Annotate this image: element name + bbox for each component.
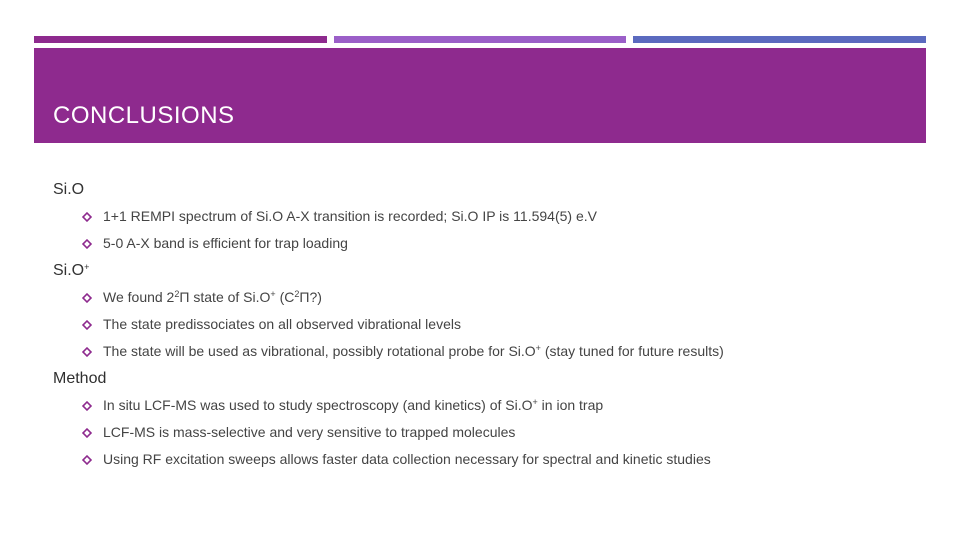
section-heading: Si.O <box>53 181 85 198</box>
hollow-diamond-icon <box>82 320 92 330</box>
bullet-text <box>103 343 724 359</box>
accent-bar-blue <box>633 36 926 43</box>
bullet-text <box>103 289 322 305</box>
list-item <box>53 284 933 311</box>
hollow-diamond-icon <box>82 212 92 222</box>
bullet-list <box>53 284 933 365</box>
bullet-text <box>103 397 603 413</box>
superscript: + <box>535 343 541 353</box>
text-run: Π?) <box>299 289 322 305</box>
list-item <box>53 446 933 473</box>
hollow-diamond-icon <box>82 455 92 465</box>
bullet-list <box>53 203 933 257</box>
list-item <box>53 338 933 365</box>
hollow-diamond-icon <box>82 347 92 357</box>
hollow-diamond-icon <box>82 239 92 249</box>
list-item <box>53 230 933 257</box>
bullet-text: The state predissociates on all observed vibrational levels <box>103 316 461 332</box>
superscript: + <box>270 289 276 299</box>
list-item <box>53 392 933 419</box>
bullet-list <box>53 392 933 473</box>
heading-superscript: + <box>84 262 90 272</box>
text-run: We found 2 <box>103 289 175 305</box>
section-method <box>53 365 933 473</box>
bullet-text: 1+1 REMPI spectrum of Si.O A-X transition is recorded; Si.O IP is 11.594(5) e.V <box>103 208 597 224</box>
text-run: in ion trap <box>537 397 604 413</box>
hollow-diamond-icon <box>82 428 92 438</box>
bullet-text: Using RF excitation sweeps allows faster data collection necessary for spectral and kinetic studies <box>103 451 711 467</box>
slide-body <box>53 176 933 473</box>
accent-bar-purple <box>34 36 327 43</box>
hollow-diamond-icon <box>82 401 92 411</box>
text-run: (C <box>275 289 295 305</box>
superscript: 2 <box>294 289 300 299</box>
text-run: Π state of Si.O <box>179 289 271 305</box>
section-sio <box>53 176 933 257</box>
superscript: + <box>532 397 538 407</box>
section-heading: Method <box>53 370 107 387</box>
text-run: (stay tuned for future results) <box>540 343 724 359</box>
list-item <box>53 311 933 338</box>
section-heading <box>53 257 933 284</box>
section-sio-plus <box>53 257 933 365</box>
heading-text: Si.O <box>53 262 85 279</box>
hollow-diamond-icon <box>82 293 92 303</box>
list-item <box>53 203 933 230</box>
text-run: In situ LCF-MS was used to study spectroscopy (and kinetics) of Si.O <box>103 397 533 413</box>
accent-bar-lavender <box>334 36 626 43</box>
text-run: The state will be used as vibrational, possibly rotational probe for Si.O <box>103 343 536 359</box>
bullet-text: LCF-MS is mass-selective and very sensitive to trapped molecules <box>103 424 516 440</box>
title-band <box>34 48 926 143</box>
list-item <box>53 419 933 446</box>
bullet-text: 5-0 A-X band is efficient for trap loading <box>103 235 348 251</box>
superscript: 2 <box>174 289 180 299</box>
slide-title: CONCLUSIONS <box>53 102 235 129</box>
